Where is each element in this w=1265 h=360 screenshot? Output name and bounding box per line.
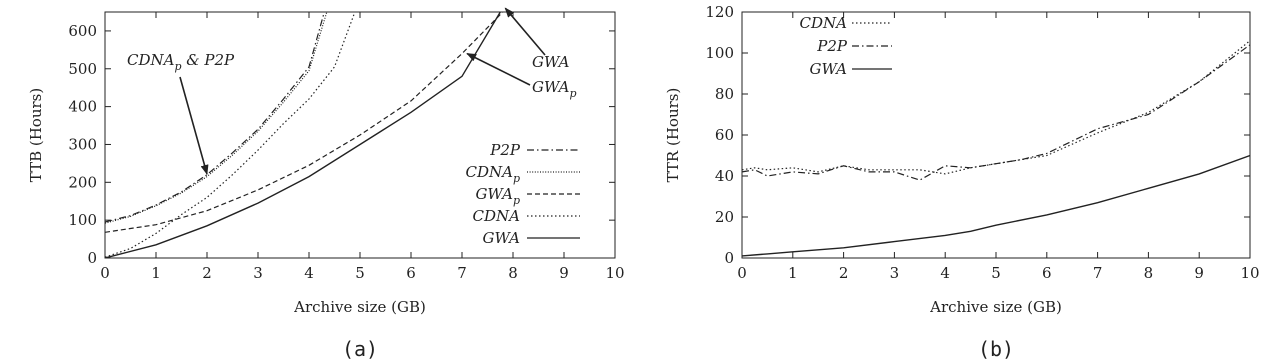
y-tick-label: 40 (714, 167, 734, 185)
x-tick-label: 6 (406, 264, 416, 282)
legend-label: CDNA (472, 207, 520, 225)
y-tick-label: 100 (705, 44, 734, 62)
x-tick-label: 0 (100, 264, 110, 282)
y-tick-label: 120 (705, 3, 734, 21)
y-tick-label: 80 (714, 85, 734, 103)
series-line-gwa (742, 156, 1250, 256)
y-tick-label: 0 (87, 249, 97, 267)
x-tick-label: 5 (991, 264, 1001, 282)
x-tick-label: 10 (1240, 264, 1260, 282)
y-tick-label: 60 (714, 126, 734, 144)
legend-label: $GWA_p$ (475, 185, 520, 207)
x-tick-label: 7 (1092, 264, 1103, 282)
y-tick-label: 600 (68, 21, 97, 40)
series-line-gwa-p (105, 12, 503, 232)
x-tick-label: 9 (1194, 264, 1204, 282)
annotation-label: $GWA_p$ (532, 78, 577, 100)
x-tick-label: 2 (202, 264, 212, 282)
annotation-label: GWA (532, 53, 570, 71)
legend-label: $CDNA_p$ (465, 163, 520, 185)
chart-b (664, 3, 1260, 360)
x-tick-label: 2 (838, 264, 849, 282)
series-line-cdna (105, 12, 355, 257)
legend-label: GWA (809, 60, 847, 78)
y-tick-label: 500 (68, 59, 97, 78)
legend (800, 14, 892, 78)
figure-caption: (b) (977, 337, 1015, 360)
x-tick-label: 1 (788, 264, 798, 282)
y-tick-label: 200 (68, 173, 97, 192)
x-tick-label: 7 (457, 264, 467, 282)
annotation-arrow (180, 77, 207, 174)
y-tick-label: 300 (68, 135, 97, 154)
x-axis-label: Archive size (GB) (294, 298, 426, 316)
series-line-gwa (105, 12, 500, 258)
legend-label: CDNA (799, 14, 847, 32)
legend-label: P2P (490, 141, 520, 159)
figure-caption: (a) (341, 337, 379, 360)
y-tick-label: 0 (724, 249, 734, 267)
x-tick-label: 1 (151, 264, 161, 282)
x-axis-label: Archive size (GB) (930, 298, 1062, 316)
chart-a (27, 8, 625, 360)
x-tick-label: 0 (737, 264, 747, 282)
x-tick-label: 3 (889, 264, 900, 282)
series-group (105, 12, 503, 258)
y-tick-label: 400 (68, 97, 97, 116)
y-axis-label: TTB (Hours) (27, 87, 45, 183)
legend (465, 141, 580, 247)
x-tick-label: 4 (304, 264, 314, 282)
series-line-cdna-p (105, 12, 327, 223)
annotation-arrow (467, 54, 530, 85)
y-axis-label: TTR (Hours) (664, 87, 682, 183)
x-tick-label: 8 (508, 264, 518, 282)
x-tick-label: 4 (940, 264, 950, 282)
x-tick-label: 8 (1143, 264, 1154, 282)
annotation-label: $CDNA_p$ & P2P (127, 51, 235, 73)
x-tick-label: 9 (559, 264, 569, 282)
x-tick-label: 5 (355, 264, 365, 282)
x-tick-label: 10 (605, 264, 625, 282)
x-tick-label: 3 (253, 264, 263, 282)
y-tick-label: 20 (714, 208, 734, 226)
x-tick-label: 6 (1042, 264, 1052, 282)
annotation-arrow (505, 8, 545, 55)
legend-label: P2P (817, 37, 847, 55)
legend-label: GWA (482, 229, 520, 247)
y-tick-label: 100 (68, 211, 97, 230)
